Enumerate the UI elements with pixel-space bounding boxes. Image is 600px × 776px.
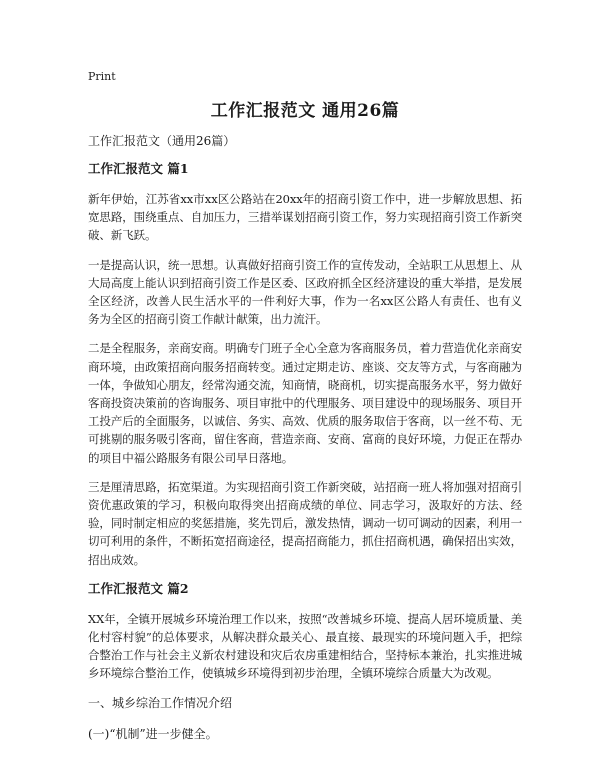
section-2 bbox=[88, 580, 522, 743]
document-title: 工作汇报范文 通用26篇 bbox=[210, 101, 400, 121]
section-heading: 工作汇报范文 篇2 bbox=[88, 580, 189, 596]
subheading-line: 一、城乡综治工作情况介绍 bbox=[88, 695, 233, 710]
paragraph: XX年，全镇开展城乡环境治理工作以来，按照“改善城乡环境、提高人居环境质量、美化村容村貌”的总体要求，从解决群众最关心、最直接、最现实的环境问题入手，把综合整治工作与社会主义新农村建设和灾后农房重建相结合，坚持标本兼治，扎实推进城乡环境综合整治工作，使镇城乡环境得到初步治理，全镇环境综合质量大为改观。 bbox=[88, 611, 522, 681]
subheading-line: (一)“机制”进一步健全。 bbox=[88, 726, 218, 741]
paragraph: 三是厘清思路，拓宽渠道。为实现招商引资工作新突破，站招商一班人将加强对招商引资优惠政策的学习，积极向取得突出招商成绩的单位、同志学习，汲取好的方法、经验，同时制定相应的奖惩措施，奖先罚后，激发热情，调动一切可调动的因素，利用一切可利用的条件，不断拓宽招商途径，提高招商能力，抓住招商机遇，确保招出实效，招出成效。 bbox=[88, 479, 522, 567]
section-heading: 工作汇报范文 篇1 bbox=[88, 161, 189, 176]
paragraph: 一是提高认识，统一思想。认真做好招商引资工作的宣传发动，全站职工从思想上、从大局高度上能认识到招商引资工作是区委、区政府抓全区经济建设的重大举措，是发展全区经济，改善人民生活水平的一件利好大事，作为一名xx区公路人有责任、也有义务为全区的招商引资工作献计献策，出力流汗。 bbox=[88, 257, 522, 327]
paragraph: 新年伊始，江苏省xx市xx区公路站在20xx年的招商引资工作中，进一步解放思想、拓宽思路，围绕重点、自加压力，三措举谋划招商引资工作，努力实现招商引资工作新突破、新飞跃。 bbox=[88, 192, 522, 243]
document-body bbox=[88, 160, 522, 756]
section-1 bbox=[88, 160, 522, 569]
document-subtitle: 工作汇报范文（通用26篇） bbox=[88, 134, 236, 148]
print-link[interactable]: Print bbox=[88, 70, 116, 83]
paragraph: 二是全程服务，亲商安商。明确专门班子全心全意为客商服务员，着力营造优化亲商安商环境，由政策招商向服务招商转变。通过定期走访、座谈、交友等方式，与客商融为一体，争做知心朋友，经常沟通交流，知商情，晓商机，切实提高服务水平，努力做好客商投资决策前的咨询服务、项目审批中的代理服务、项目建设中的现场服务、项目开工投产后的全面服务，以诚信、务实、高效、优质的服务取信于客商，以一丝不苟、无可挑剔的服务吸引客商，留住客商，营造亲商、安商、富商的良好环境，力促正在帮办的项目中福公路服务有限公司早日落地。 bbox=[88, 341, 522, 465]
